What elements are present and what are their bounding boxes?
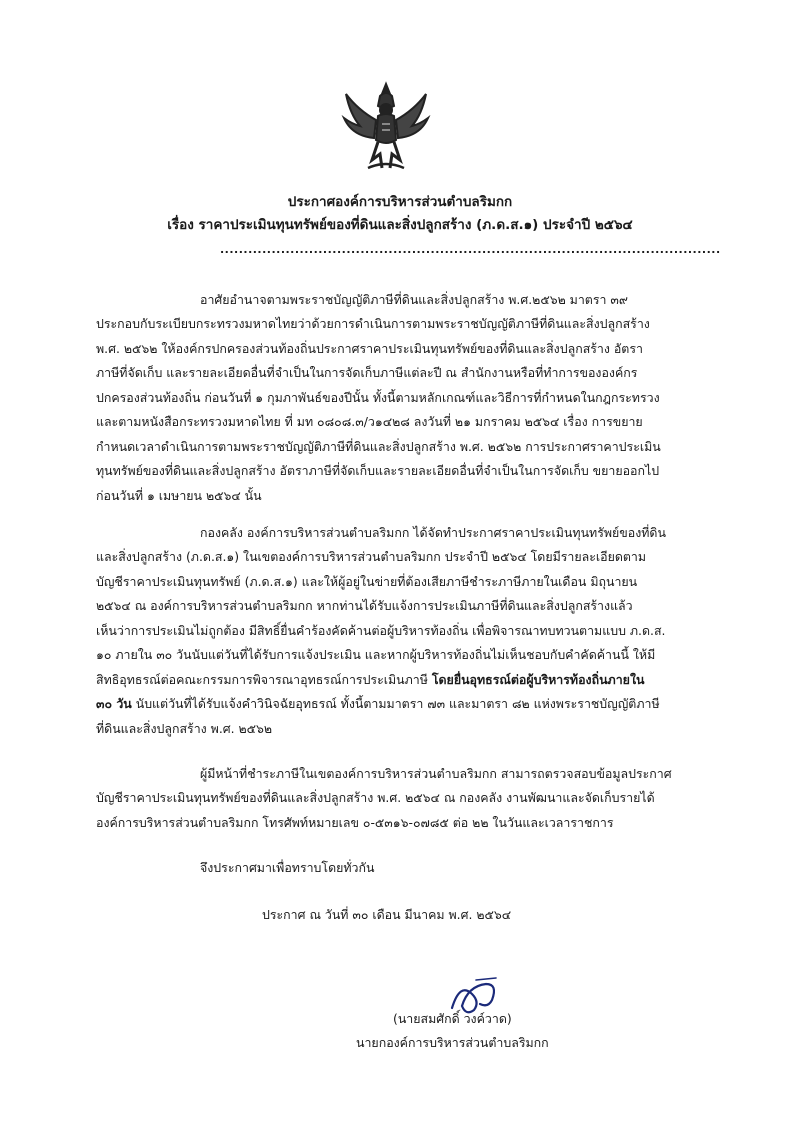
signer-position: นายกองค์การบริหารส่วนตำบลริมกก [356, 1035, 549, 1050]
page-title: ประกาศองค์การบริหารส่วนตำบลริมกก [287, 194, 513, 210]
paragraph-2-line: เห็นว่าการประเมินไม่ถูกต้อง มีสิทธิ์ยื่นคำร้องคัดค้านต่อผู้บริหารท้องถิ่น เพื่อพิจารณาทบทวนตามแบบ ภ.ด.ส. [96, 623, 666, 638]
paragraph-2-text: สิทธิอุทธรณ์ต่อคณะกรรมการพิจารณาอุทธรณ์การประเมินภาษี [96, 672, 432, 687]
signer-name: (นายสมศักดิ์ วงค์วาด) [393, 1011, 512, 1026]
paragraph-2-line: กองคลัง องค์การบริหารส่วนตำบลริมกก ได้จัดทำประกาศราคาประเมินทุนทรัพย์ของที่ดิน [200, 525, 666, 540]
closing-statement: จึงประกาศมาเพื่อทราบโดยทั่วกัน [200, 860, 375, 875]
paragraph-2-line: และสิ่งปลูกสร้าง (ภ.ด.ส.๑) ในเขตองค์การบริหารส่วนตำบลริมกก ประจำปี ๒๕๖๔ โดยมีรายละเอียดตาม [96, 549, 647, 564]
paragraph-3-line: องค์การบริหารส่วนตำบลริมกก โทรศัพท์หมายเลข ๐-๕๓๑๖-๐๗๘๕ ต่อ ๒๒ ในวันและเวลาราชการ [96, 815, 614, 830]
paragraph-1-line: และตามหนังสือกระทรวงมหาดไทย ที่ มท ๐๘๐๘.๓/ว๑๔๒๘ ลงวันที่ ๒๑ มกราคม ๒๕๖๔ เรื่อง การขยาย [96, 414, 643, 429]
paragraph-2-line [96, 696, 711, 712]
paragraph-1-line: ปกครองส่วนท้องถิ่น ก่อนวันที่ ๑ กุมภาพันธ์ของปีนั้น ทั้งนี้ตามหลักเกณฑ์และวิธีการที่กำหนดในกฎกระทรวง [96, 390, 660, 405]
paragraph-2-line [96, 672, 711, 688]
garuda-emblem-icon [338, 80, 434, 176]
paragraph-2-line: ๑๐ ภายใน ๓๐ วันนับแต่วันที่ได้รับการแจ้งประเมิน และหากผู้บริหารท้องถิ่นไม่เห็นชอบกับคำคัดค้านนี้ ให้มี [96, 647, 656, 662]
paragraph-1-line: ทุนทรัพย์ของที่ดินและสิ่งปลูกสร้าง อัตราภาษีที่จัดเก็บและรายละเอียดอื่นที่จำเป็นในการจัดเก็บ ขยายออกไป [96, 463, 660, 478]
paragraph-2-text: นับแต่วันที่ได้รับแจ้งคำวินิจฉัยอุทธรณ์ ทั้งนี้ตามมาตรา ๗๓ และมาตรา ๘๒ แห่งพระราชบัญญัติภาษี [131, 696, 660, 711]
paragraph-2-line: ที่ดินและสิ่งปลูกสร้าง พ.ศ. ๒๕๖๒ [96, 721, 273, 736]
appeal-deadline: ๓๐ วัน [96, 696, 132, 711]
paragraph-2-line: บัญชีราคาประเมินทุนทรัพย์ (ภ.ด.ส.๑) และให้ผู้อยู่ในข่ายที่ต้องเสียภาษีชำระภาษีภายในเดือน มิถุนายน [96, 574, 638, 589]
paragraph-1-line: พ.ศ. ๒๕๖๒ ให้องค์กรปกครองส่วนท้องถิ่นประกาศราคาประเมินทุนทรัพย์ของที่ดินและสิ่งปลูกสร้าง อัตรา [96, 341, 643, 356]
paragraph-1-line: กำหนดเวลาดำเนินการตามพระราชบัญญัติภาษีที่ดินและสิ่งปลูกสร้าง พ.ศ. ๒๕๖๒ การประกาศราคาประเมิน [96, 439, 661, 454]
paragraph-3-line: บัญชีราคาประเมินทุนทรัพย์ของที่ดินและสิ่งปลูกสร้าง พ.ศ. ๒๕๖๔ ณ กองคลัง งานพัฒนาและจัดเก็บรายได้ [96, 790, 655, 805]
paragraph-1-line: ประกอบกับระเบียบกระทรวงมหาดไทยว่าด้วยการดำเนินการตามพระราชบัญญัติภาษีที่ดินและสิ่งปลูกสร้าง [96, 316, 650, 331]
announcement-date: ประกาศ ณ วันที่ ๓๐ เดือน มีนาคม พ.ศ. ๒๕๖๔ [262, 907, 512, 922]
paragraph-1-line: ภาษีที่จัดเก็บ และรายละเอียดอื่นที่จำเป็นในการจัดเก็บภาษีแต่ละปี ณ สำนักงานหรือที่ทำการขององค์กร [96, 365, 638, 380]
paragraph-2-line: ๒๕๖๔ ณ องค์การบริหารส่วนตำบลริมกก หากท่านได้รับแจ้งการประเมินภาษีที่ดินและสิ่งปลูกสร้างแล้ว [96, 598, 633, 613]
subject-line: เรื่อง ราคาประเมินทุนทรัพย์ของที่ดินและสิ่งปลูกสร้าง (ภ.ด.ส.๑) ประจำปี ๒๕๖๔ [167, 217, 633, 233]
paragraph-1-line: ก่อนวันที่ ๑ เมษายน ๒๕๖๔ นั้น [96, 488, 262, 503]
paragraph-3-line: ผู้มีหน้าที่ชำระภาษีในเขตองค์การบริหารส่วนตำบลริมกก สามารถตรวจสอบข้อมูลประกาศ [200, 766, 672, 781]
title-divider: ........................................................................................................... [220, 243, 721, 256]
paragraph-1-line: อาศัยอำนาจตามพระราชบัญญัติภาษีที่ดินและสิ่งปลูกสร้าง พ.ศ.๒๕๖๒ มาตรา ๓๙ [200, 292, 628, 307]
appeal-emphasis: โดยยื่นอุทธรณ์ต่อผู้บริหารท้องถิ่นภายใน [431, 672, 645, 687]
